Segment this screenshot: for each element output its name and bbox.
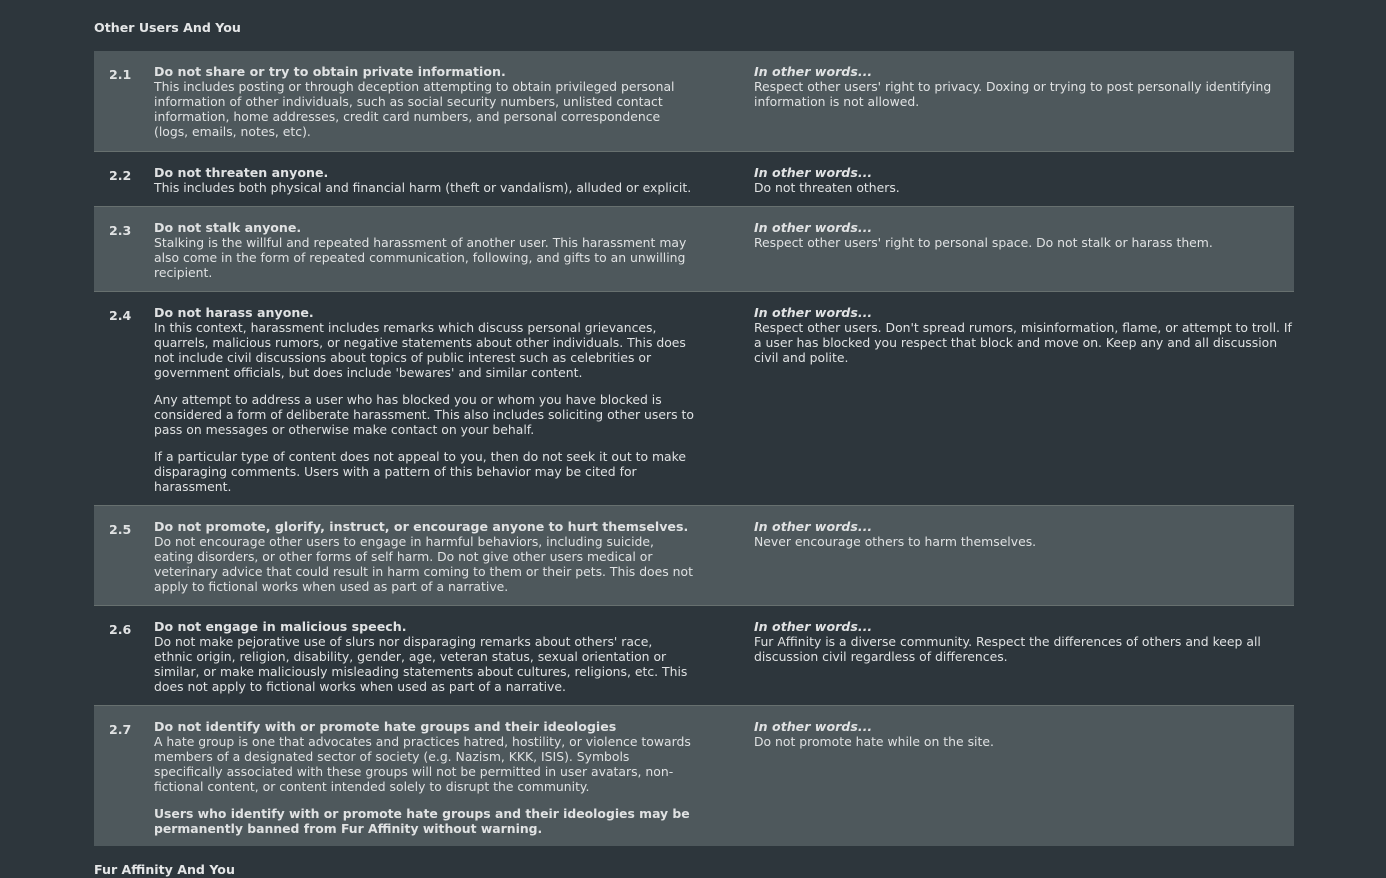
rule-body [154,519,694,605]
rule-number: 2.3 [109,223,132,238]
rule-description: Stalking is the willful and repeated harassment of another user. This harassment may also come in the form of repeated communication, following, and gifts to an unwilling recipient. [154,235,687,280]
rule-number: 2.1 [109,67,132,82]
rule-body [154,220,694,291]
section-title: Other Users And You [94,20,241,35]
rule-body [154,619,694,705]
rule-number: 2.4 [109,308,132,323]
rule-number: 2.7 [109,722,132,737]
in-other-words-label: In other words... [754,64,873,79]
rule-summary [754,719,1294,846]
rule-row [94,705,1294,846]
in-other-words-label: In other words... [754,719,873,734]
in-other-words-label: In other words... [754,220,873,235]
rule-warning: Users who identify with or promote hate groups and their ideologies may be permanently banned from Fur Affinity without warning. [154,806,690,836]
rule-description: This includes both physical and financial harm (theft or vandalism), alluded or explicit. [154,180,692,195]
rule-summary [754,305,1294,505]
rule-heading: Do not promote, glorify, instruct, or encourage anyone to hurt themselves. [154,519,689,534]
rule-body [154,165,694,206]
in-other-words-label: In other words... [754,519,873,534]
in-other-words-text: Respect other users' right to personal space. Do not stalk or harass them. [754,235,1213,250]
in-other-words-label: In other words... [754,305,873,320]
rule-summary [754,64,1294,151]
rule-description: A hate group is one that advocates and practices hatred, hostility, or violence towards members of a designated sector of society (e.g. Nazism, KKK, ISIS). Symbols specifically associated with these groups will not be permitted in user avatars, non-fictional content, or content intended solely to disrupt the community. [154,734,691,794]
rule-heading: Do not threaten anyone. [154,165,329,180]
rule-heading: Do not stalk anyone. [154,220,302,235]
rule-row [94,151,1294,206]
rule-description: Any attempt to address a user who has blocked you or whom you have blocked is considered a form of deliberate harassment. This also includes soliciting other users to pass on messages or otherwise make contact on your behalf. [154,392,694,437]
rule-number: 2.5 [109,522,132,537]
in-other-words-text: Respect other users' right to privacy. Doxing or trying to post personally identifying information is not allowed. [754,79,1272,109]
rule-row [94,605,1294,705]
rule-summary [754,165,1294,206]
rule-heading: Do not identify with or promote hate groups and their ideologies [154,719,617,734]
rule-row [94,505,1294,605]
rule-row [94,206,1294,291]
rule-number: 2.6 [109,622,132,637]
rule-description: In this context, harassment includes remarks which discuss personal grievances, quarrels, malicious rumors, or negative statements about other individuals. This does not include civil discussions about topics of public interest such as celebrities or government officials, but does include 'bewares' and similar content. [154,320,686,380]
rule-summary [754,220,1294,291]
in-other-words-text: Do not threaten others. [754,180,900,195]
rule-body [154,305,694,505]
in-other-words-text: Do not promote hate while on the site. [754,734,994,749]
rule-number: 2.2 [109,168,132,183]
rule-description: If a particular type of content does not appeal to you, then do not seek it out to make disparaging comments. Users with a pattern of this behavior may be cited for harassment. [154,449,687,494]
rule-body [154,64,694,151]
rule-row [94,291,1294,505]
in-other-words-text: Never encourage others to harm themselves. [754,534,1037,549]
in-other-words-label: In other words... [754,165,873,180]
rule-summary [754,619,1294,705]
in-other-words-label: In other words... [754,619,873,634]
rule-heading: Do not share or try to obtain private information. [154,64,506,79]
rule-row [94,51,1294,151]
rule-description: This includes posting or through deception attempting to obtain privileged personal information of other individuals, such as social security numbers, unlisted contact information, home addresses, credit card numbers, and personal correspondence (logs, emails, notes, etc). [154,79,675,139]
rule-heading: Do not harass anyone. [154,305,314,320]
rule-summary [754,519,1294,605]
in-other-words-text: Fur Affinity is a diverse community. Respect the differences of others and keep all discussion civil regardless of differences. [754,634,1261,664]
rule-heading: Do not engage in malicious speech. [154,619,407,634]
rule-description: Do not encourage other users to engage in harmful behaviors, including suicide, eating disorders, or other forms of self harm. Do not give other users medical or veterinary advice that could result in harm coming to them or their pets. This does not apply to fictional works when used as part of a narrative. [154,534,693,594]
next-section-title: Fur Affinity And You [94,862,235,877]
in-other-words-text: Respect other users. Don't spread rumors, misinformation, flame, or attempt to troll. If a user has blocked you respect that block and move on. Keep any and all discussion civil and polite. [754,320,1292,365]
rules-table [94,51,1294,846]
rule-description: Do not make pejorative use of slurs nor disparaging remarks about others' race, ethnic origin, religion, disability, gender, age, veteran status, sexual orientation or similar, or make maliciously misleading statements about cultures, religions, etc. This does not apply to fictional works when used as part of a narrative. [154,634,688,694]
rule-body [154,719,694,846]
